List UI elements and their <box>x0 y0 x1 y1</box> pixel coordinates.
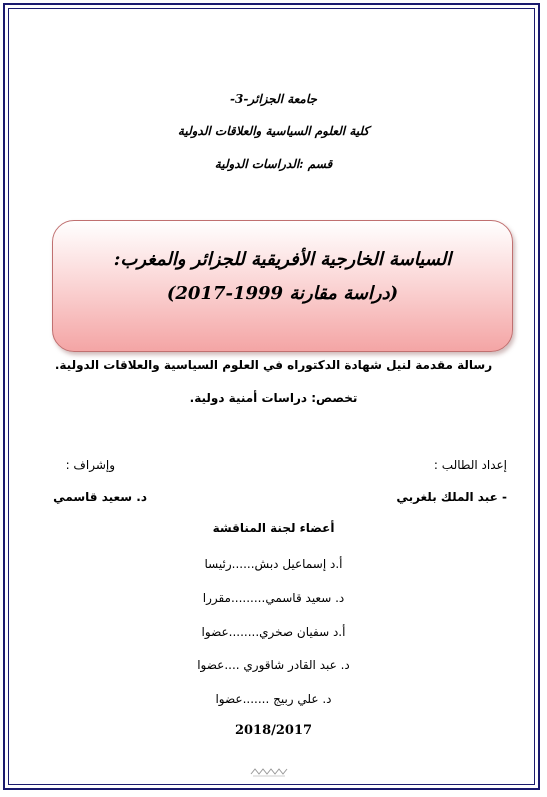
committee-title: أعضاء لجنة المناقشة <box>212 521 335 535</box>
thesis-title-box <box>52 220 513 352</box>
committee-member: د. عبد القادر شاقوري ....عضوا <box>197 658 350 672</box>
faculty-name: كلية العلوم السياسية والعلاقات الدولية <box>177 124 370 138</box>
university-name: جامعة الجزائر-3- <box>230 92 317 106</box>
committee-member: د. سعيد قاسمي.........مقررا <box>202 591 345 605</box>
thesis-title-line2: (دراسة مقارنة 1999-2017) <box>166 283 399 304</box>
ornament-icon <box>249 765 289 777</box>
department-name: قسم :الدراسات الدولية <box>214 157 333 171</box>
academic-year: 2018/2017 <box>234 723 313 738</box>
committee-member: أ.د سفيان صخري........عضوا <box>201 625 346 639</box>
thesis-title-line1: السياسة الخارجية الأفريقية للجزائر والمغرب: <box>113 249 452 270</box>
prepared-by-label: إعداد الطالب : <box>433 458 507 472</box>
thesis-specialization: تخصص: دراسات أمنية دولية. <box>189 391 358 405</box>
committee-member: أ.د إسماعيل دبش......رئيسا <box>204 557 343 571</box>
supervision-label: وإشراف : <box>65 458 115 472</box>
student-name: - عبد الملك بلغربي <box>396 490 507 504</box>
thesis-purpose: رسالة مقدمة لنيل شهادة الدكتوراه في العلوم السياسية والعلاقات الدولية. <box>54 358 493 372</box>
supervisor-name: د. سعيد قاسمي <box>53 490 147 504</box>
committee-member: د. علي ربيج .......عضوا <box>215 692 332 706</box>
